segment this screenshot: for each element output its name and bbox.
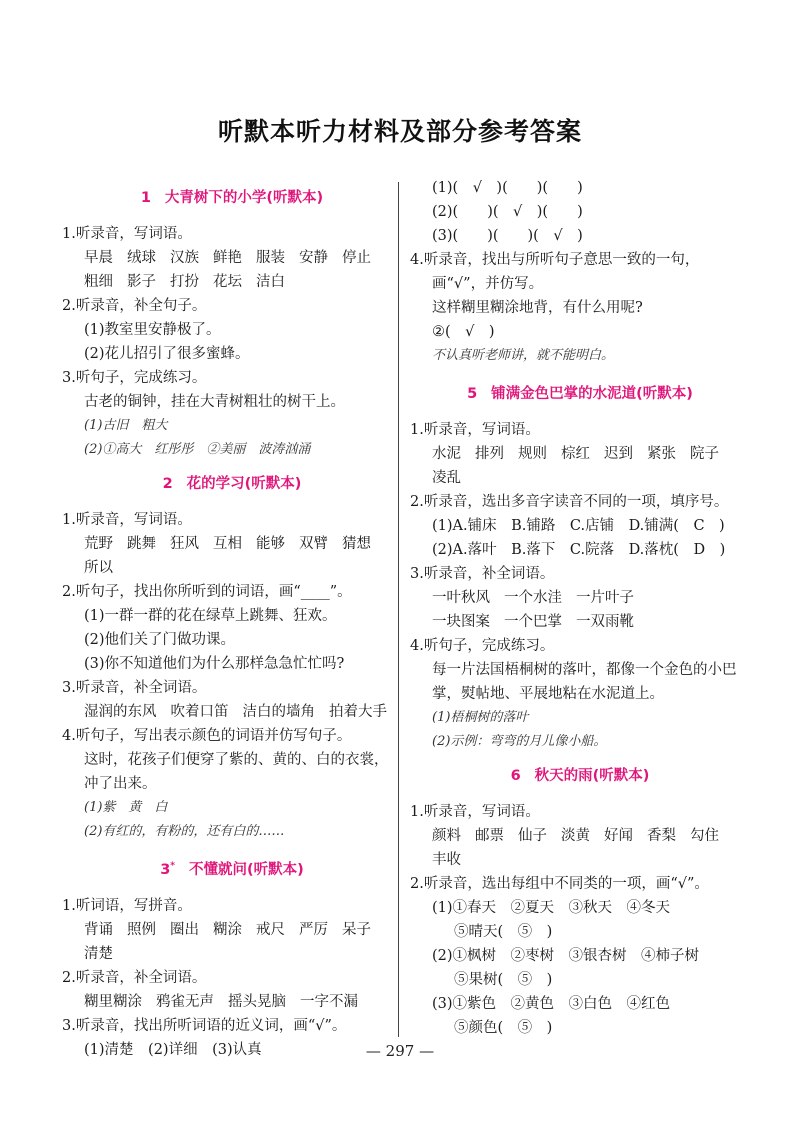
section-title: 铺满金色巴掌的水泥道(听默本): [491, 386, 693, 402]
word-list: [62, 990, 402, 1014]
answer-line: ②( √ ): [432, 324, 495, 340]
word-list: [62, 918, 402, 966]
section-number: [160, 862, 175, 878]
word-item: 迟到: [604, 446, 633, 462]
answer-line: (1)教室里安静极了。: [84, 322, 221, 338]
word-item: 一字不漏: [300, 993, 358, 1010]
page-number: — 297 —: [365, 1042, 435, 1060]
answer-line: ⑤果树( ⑤ ): [454, 972, 553, 988]
section-title: 花的学习(听默本): [186, 476, 302, 492]
word-item: 洁白的墙角: [242, 704, 315, 720]
word-item: 一片叶子: [576, 590, 634, 606]
word-list: [62, 246, 402, 294]
word-item: 拍着大手: [329, 704, 387, 720]
word-item: 湿润的东风: [84, 704, 157, 720]
answer-line: (1)A.铺床 B.铺路 C.店铺 D.铺满( C ): [432, 518, 725, 534]
word-item: 早晨: [84, 250, 113, 266]
word-list: [410, 586, 750, 610]
question: 3.听录音，找出所听词语的近义词，画“√”。: [62, 1017, 347, 1034]
answer-line: (2)有红的，有粉的，还有白的……: [84, 824, 285, 839]
word-list: [410, 824, 750, 872]
question: 3.听句子，完成练习。: [62, 370, 207, 386]
column-divider: [398, 182, 399, 1037]
sentence: 古老的铜钟，挂在大青树粗壮的树干上。: [84, 394, 345, 410]
section-number: 5: [467, 386, 478, 402]
question: 1.听录音，写词语。: [62, 512, 192, 528]
word-item: 洁白: [256, 274, 285, 290]
section-heading-5: [410, 382, 750, 406]
question: 2.听录音，补全词语。: [62, 969, 207, 986]
page-title: 听默本听力材料及部分参考答案: [217, 117, 582, 146]
word-item: 颜料: [432, 828, 461, 844]
question: 2.听录音，选出多音字读音不同的一项，填序号。: [410, 494, 729, 510]
word-item: 严厉: [299, 921, 328, 938]
word-item: 仙子: [518, 828, 547, 844]
word-item: 停止: [342, 250, 371, 266]
word-item: 所以: [84, 560, 113, 576]
word-item: 呆子: [342, 921, 371, 938]
question: 1.听录音，写词语。: [410, 422, 540, 438]
word-item: 双臂: [299, 536, 328, 552]
section-title: 不懂就问(听默本): [189, 861, 304, 878]
word-item: 清楚: [84, 945, 113, 962]
word-list: [410, 610, 750, 634]
section-number: 6: [510, 768, 521, 784]
word-item: 服装: [256, 250, 285, 266]
sentence: 这时，花孩子们便穿了紫的、黄的、白的衣裳，冲了出来。: [84, 752, 389, 792]
section-number-digit: 3: [160, 861, 171, 878]
question: 4.听句子，完成练习。: [410, 638, 555, 654]
answer-line: (1)①春天 ②夏天 ③秋天 ④冬天: [432, 900, 671, 916]
answer-line: (1)梧桐树的落叶: [432, 710, 529, 725]
answer-line: (1)紫 黄 白: [84, 800, 168, 815]
word-item: 花坛: [213, 274, 242, 290]
word-item: 水泥: [432, 446, 461, 462]
word-item: 鲜艳: [213, 250, 242, 266]
left-column: [62, 180, 402, 1062]
answer-line: (2)A.落叶 B.落下 C.院落 D.落枕( D ): [432, 542, 726, 558]
answer-line: (2)①高大 红彤彤 ②美丽 波涛汹涌: [84, 442, 311, 457]
word-item: 淡黄: [561, 828, 590, 844]
answer-line: (2)花儿招引了很多蜜蜂。: [84, 346, 250, 362]
answer-line: ⑤晴天( ⑤ ): [454, 924, 553, 940]
sentence: 这样糊里糊涂地背，有什么用呢?: [432, 300, 643, 316]
right-column: [410, 176, 750, 1040]
question: 2.听录音，选出每组中不同类的一项，画“√”。: [410, 876, 709, 892]
section-heading-6: [410, 764, 750, 788]
word-item: 汉族: [170, 250, 199, 266]
answer-line: ⑤颜色( ⑤ ): [454, 1020, 553, 1036]
answer-line: (2)他们关了门做功课。: [84, 632, 236, 648]
question: 1.听录音，写词语。: [62, 226, 192, 242]
word-item: 丰收: [432, 852, 461, 868]
word-item: 一块图案: [432, 614, 490, 630]
section-number: 1: [140, 190, 151, 206]
word-item: 糊里糊涂: [84, 993, 142, 1010]
word-item: 摇头晃脑: [228, 993, 286, 1010]
word-list: [62, 700, 402, 724]
word-item: 猜想: [342, 536, 371, 552]
section-heading-2: [62, 472, 402, 496]
word-item: 照例: [127, 921, 156, 938]
word-item: 棕红: [561, 446, 590, 462]
answer-line: (3)( )( )( √ ): [432, 228, 583, 244]
word-item: 绒球: [127, 250, 156, 266]
word-item: 能够: [256, 536, 285, 552]
question: 1.听词语，写拼音。: [62, 897, 192, 914]
word-item: 背诵: [84, 921, 113, 938]
answer-line: (1)清楚 (2)详细 (3)认真: [84, 1041, 262, 1058]
word-item: 戒尺: [256, 921, 285, 938]
question: 4.听录音，找出与所听句子意思一致的一句，画“√”，并仿写。: [410, 252, 700, 292]
answer-line: (3)你不知道他们为什么那样急急忙忙吗?: [84, 656, 345, 672]
word-item: 一个巴掌: [504, 614, 562, 630]
word-item: 邮票: [475, 828, 504, 844]
word-item: 一双雨靴: [576, 614, 634, 630]
answer-line: (1)一群一群的花在绿草上跳舞、狂欢。: [84, 608, 337, 624]
answer-line: 不认真听老师讲，就不能明白。: [432, 348, 615, 363]
word-item: 打扮: [170, 274, 199, 290]
sentence: 每一片法国梧桐树的落叶，都像一个金色的小巴掌，熨帖地、平展地粘在水泥道上。: [432, 662, 737, 702]
question: 3.听录音，补全词语。: [410, 566, 555, 582]
word-item: 一叶秋风: [432, 590, 490, 606]
word-item: 鸦雀无声: [156, 993, 214, 1010]
word-item: 粗细: [84, 274, 113, 290]
word-item: 狂风: [170, 536, 199, 552]
section-heading-3: [62, 854, 402, 882]
question: 2.听录音，补全句子。: [62, 298, 207, 314]
word-item: 安静: [299, 250, 328, 266]
section-mark: *: [170, 861, 176, 871]
answer-line: (3)①紫色 ②黄色 ③白色 ④红色: [432, 996, 671, 1012]
word-item: 香梨: [647, 828, 676, 844]
section-number: 2: [162, 476, 173, 492]
word-item: 好闻: [604, 828, 633, 844]
section-title: 大青树下的小学(听默本): [164, 190, 324, 206]
question: 2.听句子，找出你所听到的词语，画“____”。: [62, 584, 352, 600]
word-item: 糊涂: [213, 921, 242, 938]
section-title: 秋天的雨(听默本): [534, 768, 650, 784]
word-item: 紧张: [647, 446, 676, 462]
answer-line: (1)( √ )( )( ): [432, 180, 583, 196]
word-item: 圈出: [170, 921, 199, 938]
answer-line: (1)古旧 粗大: [84, 418, 168, 433]
word-item: 院子: [690, 446, 719, 462]
word-list: [62, 532, 402, 580]
answer-line: (2)①枫树 ②枣树 ③银杏树 ④柿子树: [432, 948, 700, 964]
word-item: 跳舞: [127, 536, 156, 552]
word-item: 规则: [518, 446, 547, 462]
question: 1.听录音，写词语。: [410, 804, 540, 820]
word-item: 吹着口笛: [170, 704, 229, 720]
word-item: 影子: [127, 274, 156, 290]
word-item: 排列: [475, 446, 504, 462]
word-item: 凌乱: [432, 470, 461, 486]
section-heading-1: [62, 186, 402, 210]
word-item: 荒野: [84, 536, 113, 552]
question: 3.听录音，补全词语。: [62, 680, 207, 696]
question: 4.听句子，写出表示颜色的词语并仿写句子。: [62, 728, 352, 744]
word-item: 勾住: [690, 828, 719, 844]
word-list: [410, 442, 750, 490]
answer-line: (2)( )( √ )( ): [432, 204, 583, 220]
answer-line: (2)示例：弯弯的月儿像小船。: [432, 734, 607, 749]
word-item: 一个水洼: [504, 590, 562, 606]
word-item: 互相: [213, 536, 242, 552]
